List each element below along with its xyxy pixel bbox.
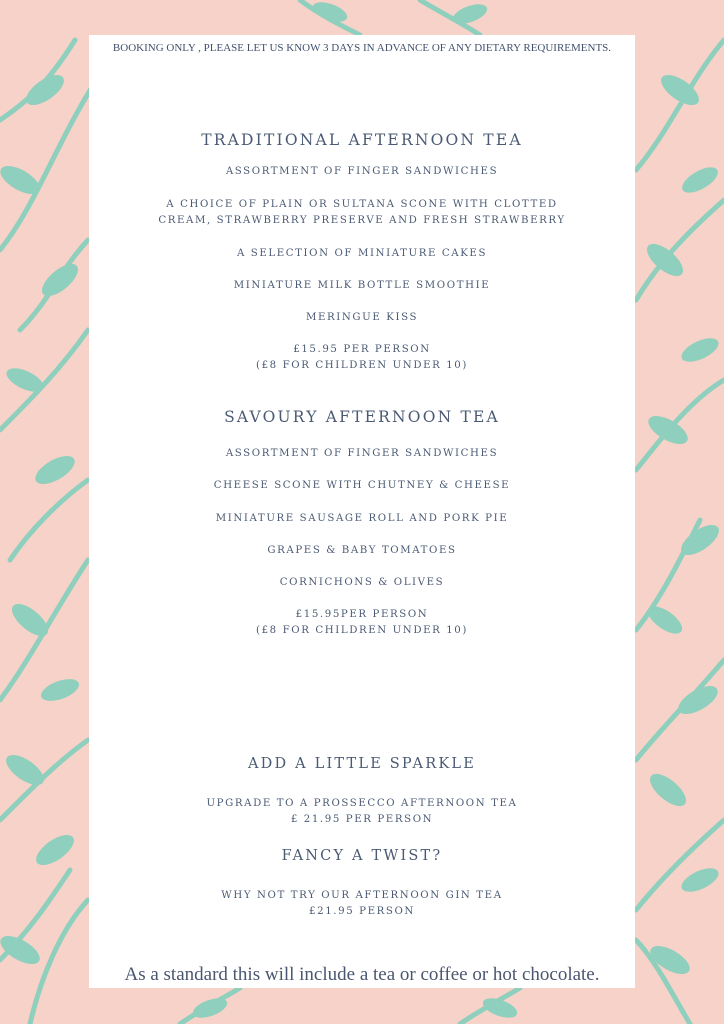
menu-card bbox=[89, 35, 635, 988]
sparkle-title: ADD A LITTLE SPARKLE bbox=[248, 756, 476, 772]
savoury-price: £15.95PER PERSON bbox=[295, 609, 429, 620]
menu-item: ASSORTMENT OF FINGER SANDWICHES bbox=[225, 166, 499, 177]
twist-line: WHY NOT TRY OUR AFTERNOON GIN TEA bbox=[221, 890, 503, 901]
menu-item: MINIATURE MILK BOTTLE SMOOTHIE bbox=[233, 280, 491, 291]
menu-item: A SELECTION OF MINIATURE CAKES bbox=[236, 248, 488, 259]
menu-item: MERINGUE KISS bbox=[305, 312, 419, 323]
menu-item: ASSORTMENT OF FINGER SANDWICHES bbox=[225, 448, 499, 459]
traditional-price: £15.95 PER PERSON bbox=[293, 344, 431, 355]
footer-note: As a standard this will include a tea or coffee or hot chocolate. bbox=[124, 964, 600, 985]
traditional-child-price: (£8 FOR CHILDREN UNDER 10) bbox=[256, 360, 468, 371]
twist-title: FANCY A TWIST? bbox=[281, 848, 443, 864]
twist-price: £21.95 PERSON bbox=[309, 906, 415, 917]
menu-item: CHEESE SCONE WITH CHUTNEY & CHEESE bbox=[213, 480, 511, 491]
sparkle-price: £ 21.95 PER PERSON bbox=[290, 814, 434, 825]
menu-item: MINIATURE SAUSAGE ROLL AND PORK PIE bbox=[215, 513, 509, 524]
menu-item: A CHOICE OF PLAIN OR SULTANA SCONE WITH CLOTTED bbox=[166, 199, 558, 210]
menu-item: CREAM, STRAWBERRY PRESERVE AND FRESH STRAWBERRY bbox=[158, 215, 566, 226]
sparkle-line: UPGRADE TO A PROSSECCO AFTERNOON TEA bbox=[206, 798, 518, 809]
menu-item: GRAPES & BABY TOMATOES bbox=[267, 545, 457, 556]
savoury-child-price: (£8 FOR CHILDREN UNDER 10) bbox=[256, 625, 468, 636]
savoury-tea-title: SAVOURY AFTERNOON TEA bbox=[224, 408, 500, 426]
menu-item: CORNICHONS & OLIVES bbox=[279, 577, 445, 588]
booking-notice: BOOKING ONLY , PLEASE LET US KNOW 3 DAYS IN ADVANCE OF ANY DIETARY REQUIREMENTS. bbox=[112, 42, 612, 54]
traditional-tea-title: TRADITIONAL AFTERNOON TEA bbox=[201, 131, 523, 149]
